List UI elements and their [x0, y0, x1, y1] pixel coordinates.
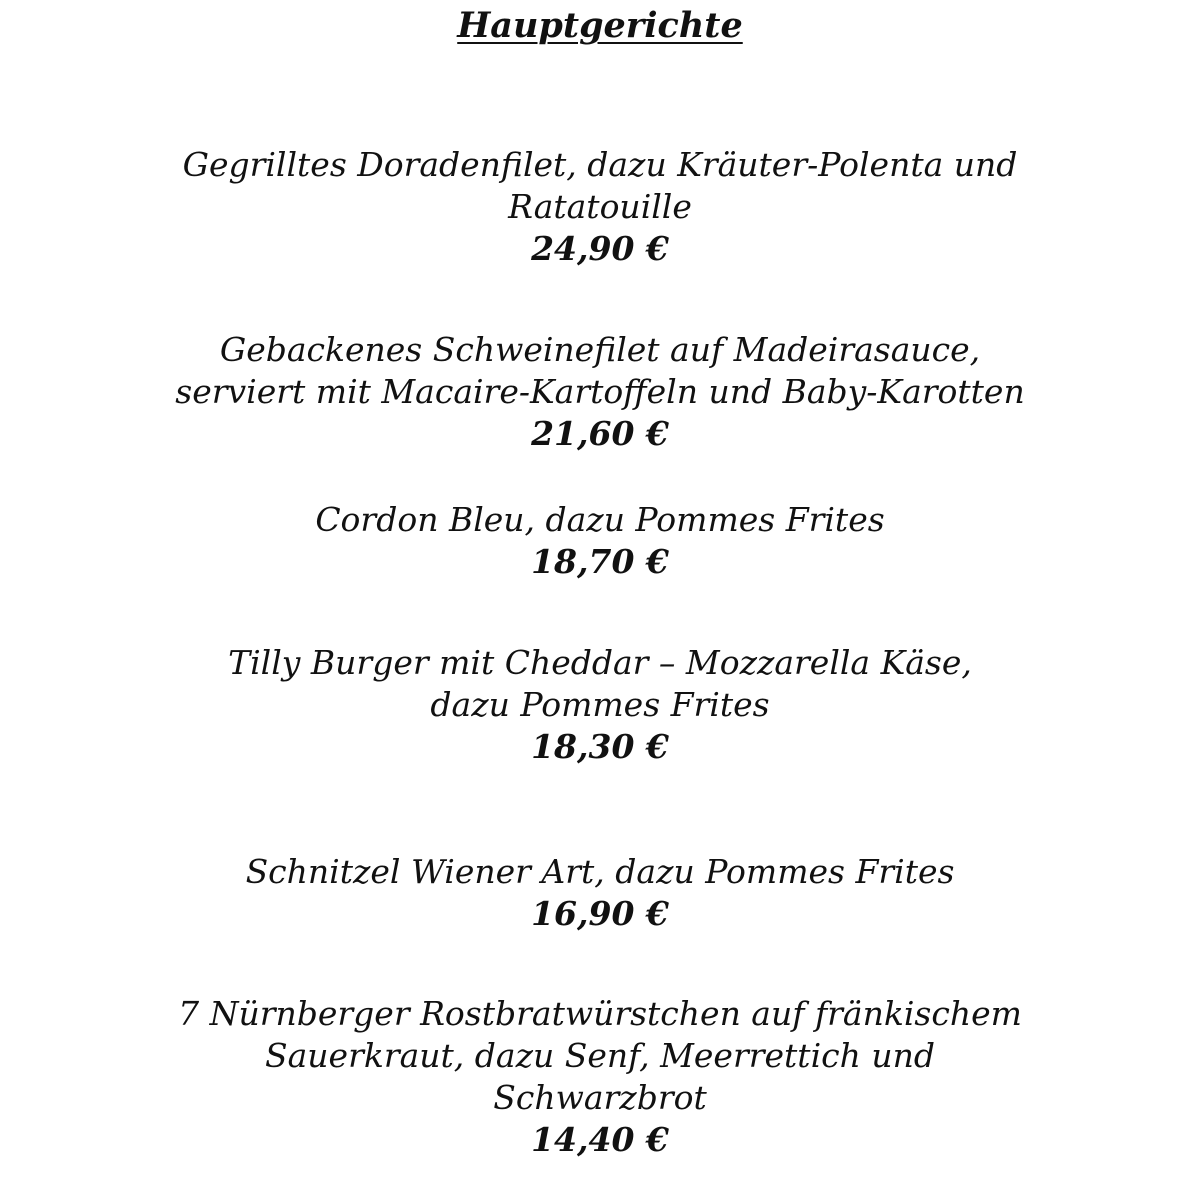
dish-description-line: Cordon Bleu, dazu Pommes Frites	[315, 500, 885, 539]
menu-item	[0, 144, 1200, 270]
dish-description-line: dazu Pommes Frites	[430, 685, 770, 724]
dish-price: 14,40 €	[531, 1120, 669, 1159]
menu-item	[0, 642, 1200, 768]
menu-item	[0, 993, 1200, 1161]
menu-item	[0, 851, 1200, 935]
dish-price: 18,30 €	[531, 727, 669, 766]
dish-description-line: 7 Nürnberger Rostbratwürstchen auf fränkischem	[178, 994, 1022, 1033]
dish-description-line: Gegrilltes Doradenfilet, dazu Kräuter-Polenta und	[182, 145, 1018, 184]
dish-description-line: Ratatouille	[508, 187, 692, 226]
dish-description-line: Sauerkraut, dazu Senf, Meerrettich und	[265, 1036, 935, 1075]
menu-item	[0, 329, 1200, 455]
dish-description-line: Tilly Burger mit Cheddar – Mozzarella Käse,	[228, 643, 972, 682]
dish-description-line: Gebackenes Schweinefilet auf Madeirasauce,	[219, 330, 981, 369]
dish-price: 24,90 €	[531, 229, 669, 268]
menu-item	[0, 499, 1200, 583]
menu-title: Hauptgerichte	[457, 5, 743, 46]
dish-description-line: Schnitzel Wiener Art, dazu Pommes Frites	[245, 852, 955, 891]
dish-description-line: Schwarzbrot	[493, 1078, 707, 1117]
dish-price: 18,70 €	[531, 542, 669, 581]
dish-description-line: serviert mit Macaire-Kartoffeln und Baby-Karotten	[175, 372, 1025, 411]
dish-price: 21,60 €	[531, 414, 669, 453]
dish-price: 16,90 €	[531, 894, 669, 933]
